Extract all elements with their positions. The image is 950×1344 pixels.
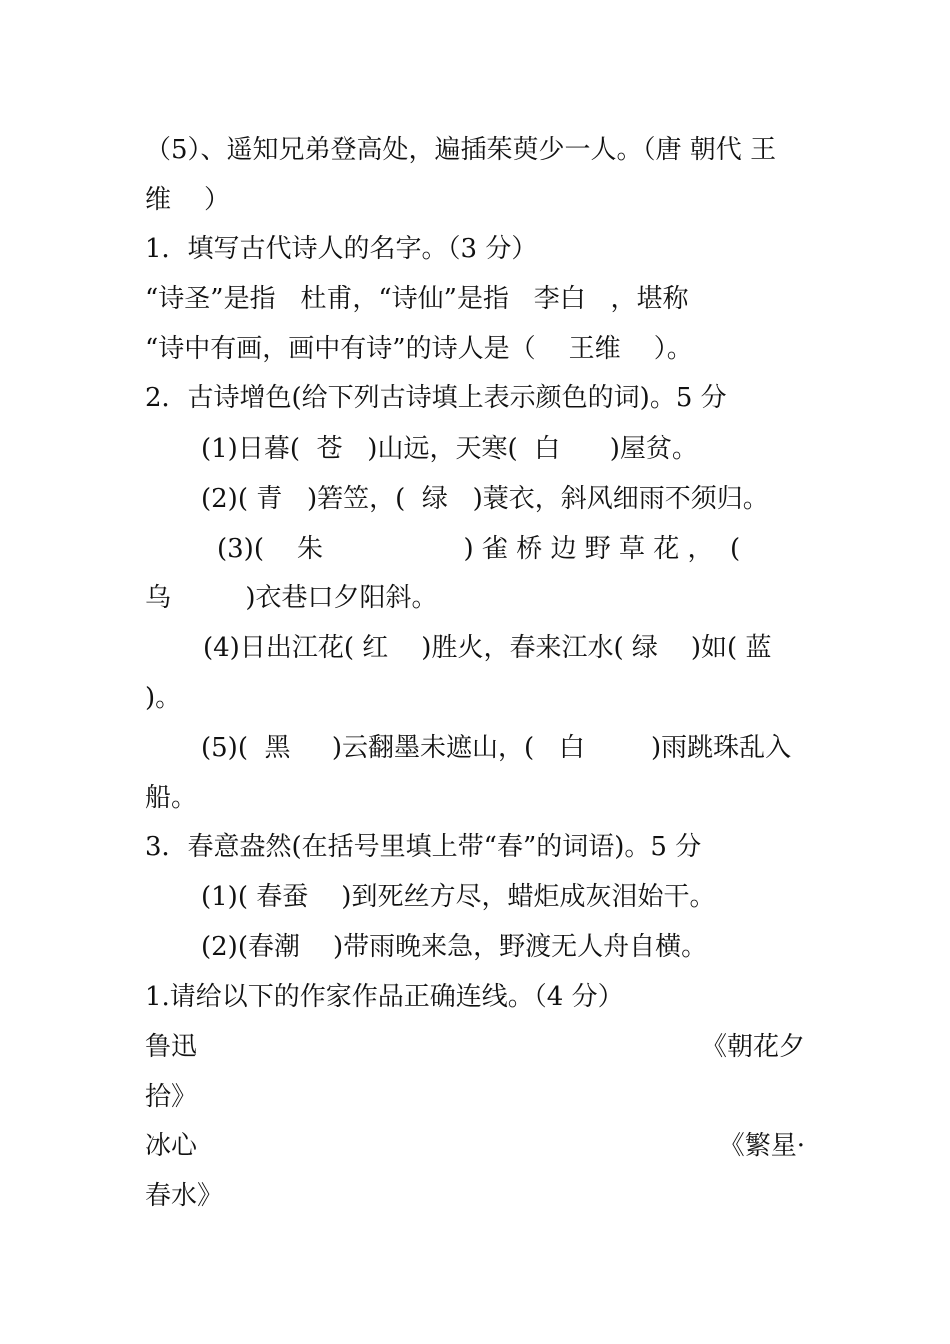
- question-4-title: 1.请给以下的作家作品正确连线。（4 分）: [145, 982, 624, 1012]
- question-2-item-3b: 乌 )衣巷口夕阳斜。: [145, 583, 438, 613]
- work-fanxing-b: 春水》: [145, 1181, 224, 1211]
- question-1-line-b: “诗中有画，画中有诗”的诗人是（ 王维 ）。: [145, 334, 693, 364]
- question-2-item-5a: (5)( 黑 )云翻墨未遮山，( 白 )雨跳珠乱入: [201, 733, 792, 763]
- work-zhaohuaxishi-a: 《朝花夕: [700, 1032, 805, 1062]
- question-3-title: 3．春意盎然(在括号里填上带“春”的词语)。5 分: [145, 832, 702, 862]
- question-2-item-3a: (3)( 朱 ) 雀 桥 边 野 草 花 ， (: [217, 534, 741, 564]
- work-fanxing-a: 《繁星·: [718, 1131, 805, 1161]
- question-2-item-4a: (4)日出江花( 红 )胜火，春来江水( 绿 )如( 蓝: [203, 633, 772, 663]
- line-poem-5-cont: 维 ）: [145, 185, 231, 215]
- question-2-title: 2．古诗增色(给下列古诗填上表示颜色的词)。5 分: [145, 383, 727, 413]
- question-2-item-2: (2)( 青 )箬笠，( 绿 )蓑衣，斜风细雨不须归。: [201, 484, 769, 514]
- line-poem-5: （5）、遥知兄弟登高处，遍插茱萸少一人。（唐 朝代 王: [145, 135, 777, 165]
- author-bingxin: 冰心: [145, 1131, 198, 1161]
- question-2-item-5b: 船。: [145, 783, 198, 813]
- question-1-line-a: “诗圣”是指 杜甫，“诗仙”是指 李白 ，堪称: [145, 284, 689, 314]
- question-3-item-1: (1)( 春蚕 )到死丝方尽，蜡炬成灰泪始干。: [201, 882, 716, 912]
- work-zhaohuaxishi-b: 拾》: [145, 1082, 198, 1112]
- author-luxun: 鲁迅: [145, 1032, 198, 1062]
- question-3-item-2: (2)(春潮 )带雨晚来急，野渡无人舟自横。: [201, 932, 708, 962]
- question-2-item-1: (1)日暮( 苍 )山远，天寒( 白 )屋贫。: [201, 434, 698, 464]
- question-2-item-4b: )。: [145, 683, 182, 713]
- question-1-title: 1．填写古代诗人的名字。（3 分）: [145, 234, 538, 264]
